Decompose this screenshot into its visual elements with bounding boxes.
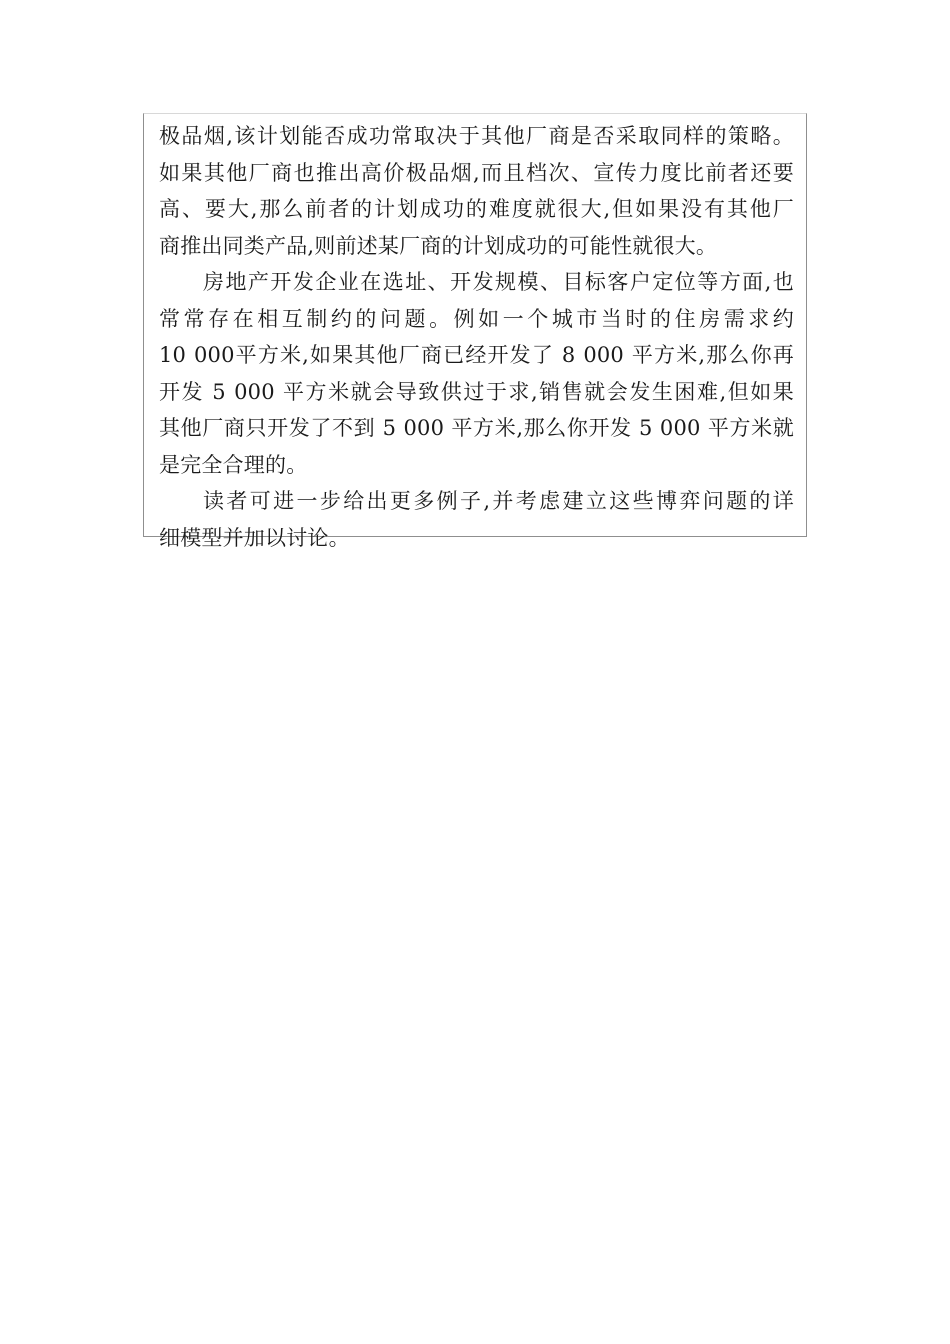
paragraph-1 <box>159 118 794 264</box>
paragraph-2 <box>159 264 794 483</box>
text-line: 高、要大,那么前者的计划成功的难度就很大,但如果没有其他厂 <box>159 197 794 221</box>
text-line: 常常存在相互制约的问题。例如一个城市当时的住房需求约 <box>159 306 794 331</box>
text-line: 细模型并加以讨论。 <box>159 525 350 550</box>
text-excerpt-box <box>143 113 807 550</box>
text-line: 如果其他厂商也推出高价极品烟,而且档次、宣传力度比前者还要 <box>159 160 794 185</box>
text-line: 房地产开发企业在选址、开发规模、目标客户定位等方面,也 <box>203 270 794 294</box>
text-line: 10 000平方米,如果其他厂商已经开发了 8 000 平方米,那么你再 <box>159 343 794 367</box>
text-line: 是完全合理的。 <box>159 452 308 477</box>
paragraph-3 <box>159 483 794 556</box>
text-line: 其他厂商只开发了不到 5 000 平方米,那么你开发 5 000 平方米就 <box>159 416 794 440</box>
text-line: 极品烟,该计划能否成功常取决于其他厂商是否采取同样的策略。 <box>159 124 794 148</box>
text-line: 开发 5 000 平方米就会导致供过于求,销售就会发生困难,但如果 <box>159 379 794 404</box>
text-line: 商推出同类产品,则前述某厂商的计划成功的可能性就很大。 <box>159 233 718 258</box>
text-line: 读者可进一步给出更多例子,并考虑建立这些博弈问题的详 <box>203 489 794 513</box>
